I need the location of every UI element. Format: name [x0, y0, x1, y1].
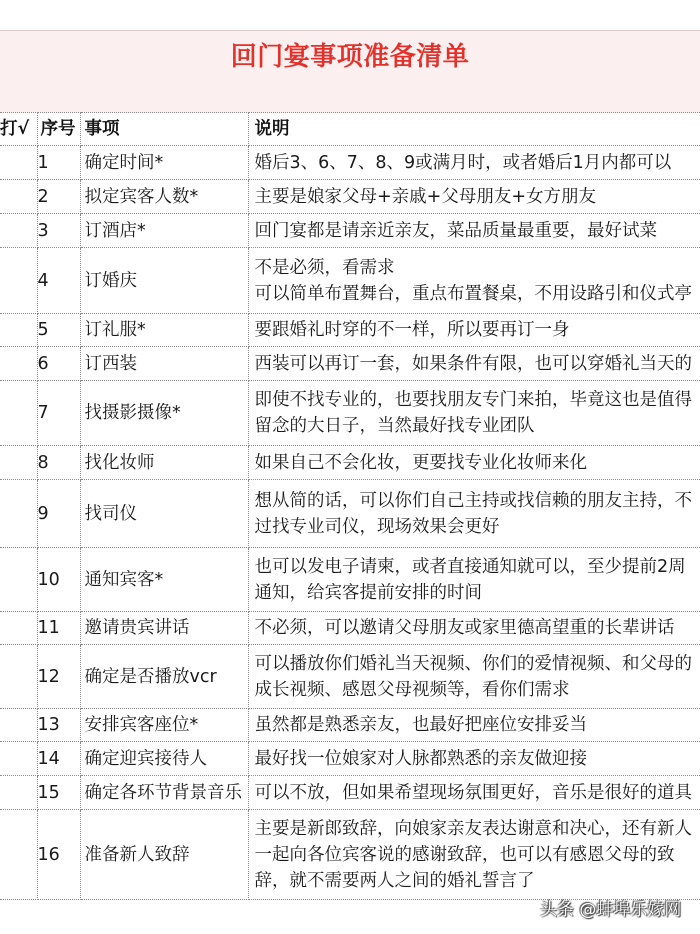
item-description [248, 480, 700, 548]
table-row [0, 180, 700, 214]
description-line: 即使不找专业的，也要找朋友专门来拍，毕竟这也是值得 [254, 390, 692, 410]
description-line: 也可以发电子请柬，或者直接通知就可以，至少提前2周 [254, 556, 686, 577]
check-cell [0, 612, 37, 645]
check-cell [0, 248, 37, 314]
check-cell [0, 645, 37, 709]
header-description: 说明 [248, 113, 700, 146]
item-description [248, 446, 700, 480]
description-line: 主要是娘家父母+亲戚+父母朋友+女方朋友 [254, 186, 596, 207]
row-index: 15 [37, 776, 80, 810]
row-index: 7 [37, 381, 80, 446]
check-cell [0, 548, 37, 612]
check-cell [0, 446, 37, 480]
table-row [0, 381, 700, 446]
item-name: 确定是否播放vcr [80, 645, 248, 709]
description-line: 可以不放，但如果希望现场氛围更好，音乐是很好的道具 [254, 782, 692, 803]
check-cell [0, 381, 37, 446]
table-row [0, 742, 700, 776]
description-line: 婚后3、6、7、8、9或满月时，或者婚后1月内都可以 [254, 152, 672, 173]
row-index: 11 [37, 612, 80, 645]
item-name: 安排宾客座位* [80, 709, 248, 742]
item-description [248, 776, 700, 810]
item-description [248, 742, 700, 776]
description-line: 不必须，可以邀请父母朋友或家里德高望重的长辈讲话 [254, 618, 675, 638]
description-line: 如果自己不会化妆，更要找专业化妆师来化 [254, 452, 587, 473]
item-name: 确定各环节背景音乐 [80, 776, 248, 810]
item-name: 订礼服* [80, 314, 248, 347]
row-index: 13 [37, 709, 80, 742]
description-line: 虽然都是熟悉亲友，也最好把座位安排妥当 [254, 715, 587, 735]
item-description [248, 180, 700, 214]
item-description [248, 146, 700, 180]
item-name: 准备新人致辞 [80, 810, 248, 900]
item-name: 找摄影摄像* [80, 381, 248, 446]
title-band [0, 30, 700, 113]
item-name: 确定迎宾接待人 [80, 742, 248, 776]
item-name: 通知宾客* [80, 548, 248, 612]
table-row [0, 314, 700, 347]
description-line: 不是必须，看需求 [254, 257, 395, 278]
row-index: 4 [37, 248, 80, 314]
check-cell [0, 180, 37, 214]
row-index: 9 [37, 480, 80, 548]
row-index: 5 [37, 314, 80, 347]
item-description [248, 645, 700, 709]
table-row [0, 146, 700, 180]
table-row [0, 480, 700, 548]
table-row [0, 810, 700, 900]
row-index: 14 [37, 742, 80, 776]
item-description [248, 248, 700, 314]
item-name: 拟定宾客人数* [80, 180, 248, 214]
header-check: 打√ [0, 113, 37, 146]
row-index: 16 [37, 810, 80, 900]
check-cell [0, 347, 37, 381]
description-line: 留念的大日子，当然最好找专业团队 [254, 416, 535, 436]
check-cell [0, 314, 37, 347]
watermark: 头条 @蚌埠乐嫁网 [540, 900, 682, 920]
check-cell [0, 810, 37, 900]
description-line: 最好找一位娘家对人脉都熟悉的亲友做迎接 [254, 748, 587, 769]
check-cell [0, 742, 37, 776]
item-description [248, 214, 700, 248]
table-row [0, 214, 700, 248]
row-index: 6 [37, 347, 80, 381]
table-row [0, 548, 700, 612]
item-description [248, 709, 700, 742]
item-description [248, 612, 700, 645]
row-index: 10 [37, 548, 80, 612]
description-line: 西装可以再订一套，如果条件有限，也可以穿婚礼当天的 [254, 353, 692, 374]
description-line: 可以播放你们婚礼当天视频、你们的爱情视频、和父母的 [254, 653, 692, 674]
item-name: 找司仪 [80, 480, 248, 548]
table-row [0, 248, 700, 314]
description-line: 成长视频、感恩父母视频等，看你们需求 [254, 679, 570, 700]
description-line: 可以简单布置舞台，重点布置餐桌，不用设路引和仪式亭 [254, 283, 692, 304]
item-name: 订酒店* [80, 214, 248, 248]
item-description [248, 381, 700, 446]
description-line: 过找专业司仪，现场效果会更好 [254, 516, 500, 537]
item-name: 订婚庆 [80, 248, 248, 314]
table-row [0, 776, 700, 810]
item-description [248, 347, 700, 381]
item-name: 找化妆师 [80, 446, 248, 480]
check-cell [0, 214, 37, 248]
item-description [248, 314, 700, 347]
check-cell [0, 776, 37, 810]
row-index: 1 [37, 146, 80, 180]
table-row [0, 612, 700, 645]
row-index: 8 [37, 446, 80, 480]
item-name: 确定时间* [80, 146, 248, 180]
row-index: 2 [37, 180, 80, 214]
item-description [248, 548, 700, 612]
description-line: 辞，就不需要两人之间的婚礼誓言了 [254, 870, 535, 891]
header-item: 事项 [80, 113, 248, 146]
description-line: 要跟婚礼时穿的不一样，所以要再订一身 [254, 320, 570, 340]
row-index: 3 [37, 214, 80, 248]
table-row [0, 446, 700, 480]
row-index: 12 [37, 645, 80, 709]
description-line: 通知，给宾客提前安排的时间 [254, 582, 482, 603]
description-line: 回门宴都是请亲近亲友，菜品质量最重要，最好试菜 [254, 220, 657, 241]
check-cell [0, 480, 37, 548]
description-line: 想从简的话，可以你们自己主持或找信赖的朋友主持，不 [254, 490, 692, 511]
check-cell [0, 146, 37, 180]
checklist-table [0, 112, 700, 900]
description-line: 主要是新郎致辞，向娘家亲友表达谢意和决心，还有新人 [254, 818, 692, 839]
description-line: 一起向各位宾客说的感谢致辞，也可以有感恩父母的致 [254, 844, 675, 865]
table-row [0, 645, 700, 709]
table-row [0, 709, 700, 742]
item-name: 订西装 [80, 347, 248, 381]
item-name: 邀请贵宾讲话 [80, 612, 248, 645]
check-cell [0, 709, 37, 742]
item-description [248, 810, 700, 900]
table-row [0, 347, 700, 381]
header-row [0, 113, 700, 146]
header-index: 序号 [37, 113, 80, 146]
page-title: 回门宴事项准备清单 [230, 42, 470, 72]
